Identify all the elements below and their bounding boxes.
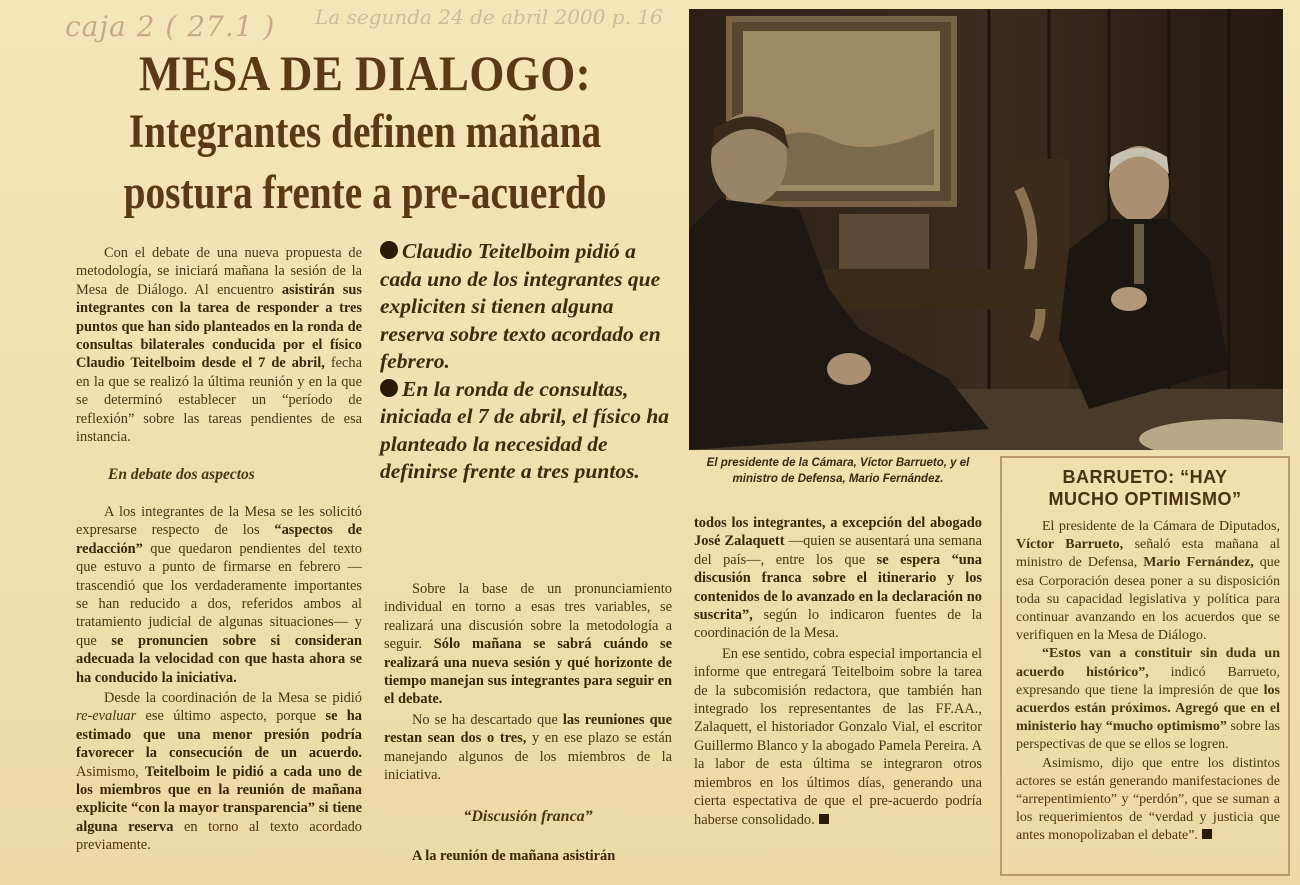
- sidebar-box-barrueto: [1000, 456, 1290, 876]
- headline-line-2: postura frente a pre-acuerdo: [123, 166, 607, 219]
- handwritten-note-source: La segunda 24 de abril 2000 p. 16: [315, 5, 663, 29]
- paragraph: Asimismo, dijo que entre los distintos actores se están generando manifestaciones de “arrepentimiento” y “perdón”, que se suman a los requerimientos de “verdad y justicia que antes monopolizaban el debate”.: [1016, 755, 1280, 844]
- paragraph: El presidente de la Cámara de Diputados, Víctor Barrueto, señaló esta mañana al ministro de Defensa, Mario Fernández, que esa Corporación desea poner a su disposición toda su capacidad legislativa y política para continuar avanzando en los acuerdos que se verifiquen en la Mesa de Diálogo.: [1016, 519, 1281, 644]
- paragraph: “Estos van a constituir sin duda un acuerdo histórico”, indicó Barrueto, expresando que tiene la impresión de que los acuerdos están próximos. Agregó que en el ministerio hay “mucho optimismo” sobre las perspectivas de que se ellos se logren.: [1016, 646, 1280, 753]
- article-column-3: [694, 514, 982, 831]
- photo-caption: El presidente de la Cámara, Víctor Barrueto, y el ministro de Defensa, Mario Fernández.: [706, 457, 970, 485]
- photo-image: [689, 9, 1283, 450]
- end-of-article-mark: [819, 814, 829, 824]
- headline-kicker: MESA DE DIALOGO:: [138, 45, 592, 101]
- subheading-discusion: “Discusión franca”: [463, 808, 593, 826]
- paragraph: Con el debate de una nueva propuesta de metodología, se iniciará mañana la sesión de la Mesa de Diálogo. Al encuentro asistirán sus integrantes con la tarea de responder a tres puntos que han sido planteados en la ronda de consultas bilaterales conducida por el físico Claudio Teitelboim desde el 7 de abril, fecha en la que se realizó la última reunión y en la que se determinó establecer un “período de reflexión” sobre las tareas pendientes de esa instancia.: [76, 245, 363, 446]
- article-column-1: [76, 244, 362, 857]
- paragraph: todos los integrantes, a excepción del abogado José Zalaquett —quien se ausentará una semana del país—, entre los que se espera “una discusión franca sobre el itinerario y los contenidos de lo avanzado en la declaración no suscrita”, según lo indicaron fuentes de la coordinación de la Mesa.: [694, 515, 982, 642]
- bullet-icon: [380, 379, 398, 397]
- paragraph: A los integrantes de la Mesa se les solicitó expresarse respecto de los “aspectos de redacción” que quedaron pendientes del texto que estuvo a punto de firmarse en febrero —trascendió que los verdaderamente importantes se han reducido a dos, referidos ambos al tratamiento judicial de algunas situaciones— y que se pronuncien sobre si consideran adecuada la velocidad con que hasta ahora se ha conducido la iniciativa.: [76, 503, 362, 686]
- subheading-debate: En debate dos aspectos: [108, 466, 255, 484]
- article-summary-highlights: [380, 238, 680, 486]
- headline-line-1: Integrantes definen mañana: [128, 105, 602, 158]
- article-column-2: [384, 580, 672, 867]
- bullet-icon: [380, 241, 398, 259]
- summary-point: Claudio Teitelboim pidió a cada uno de los integrantes que expliciten si tienen alguna reserva sobre texto acordado en febrero.: [380, 239, 661, 373]
- handwritten-note-box: caja 2 ( 27.1 ): [65, 10, 276, 43]
- sidebar-title: BARRUETO: “HAY MUCHO OPTIMISMO”: [1048, 467, 1242, 509]
- article-photo: [689, 9, 1283, 450]
- paragraph: En ese sentido, cobra especial importancia el informe que entregará Teitelboim sobre la tarea de la subcomisión redactora, que también han integrado los representantes de las FF.AA., Zalaquett, el historiador Gonzalo Vial, el escritor Guillermo Blanco y la abogado Pamela Pereira. A la labor de esta última se integraron otros miembros en los últimos días, generando una cierta espectativa de que el pre-acuerdo podría haberse consolidado.: [694, 645, 982, 828]
- end-of-sidebar-mark: [1202, 829, 1212, 839]
- summary-point: En la ronda de consultas, iniciada el 7 de abril, el físico ha planteado la necesidad de definirse frente a tres puntos.: [380, 376, 670, 483]
- paragraph: Sobre la base de un pronunciamiento individual en torno a esas tres variables, se realizará una discusión sobre la metodología a seguir. Sólo mañana se sabrá cuándo se realizará una nueva sesión y qué horizonte de tiempo manejan sus integrantes para seguir en el debate.: [384, 581, 672, 708]
- paragraph: No se ha descartado que las reuniones que restan sean dos o tres, y en ese plazo se están manejando algunos de los miembros de la iniciativa.: [384, 711, 672, 784]
- paragraph: Desde la coordinación de la Mesa se pidió re-evaluar ese último aspecto, porque se ha estimado que una menor presión podría favorecer la consecución de un acuerdo. Asimismo, Teitelboim le pidió a cada uno de los miembros que en la reunión de mañana explicite “con la mayor transparencia” si tiene alguna reserva en torno al texto acordado previamente.: [76, 689, 363, 854]
- sidebar-body: [1002, 518, 1288, 846]
- paragraph: A la reunión de mañana asistirán: [412, 847, 616, 864]
